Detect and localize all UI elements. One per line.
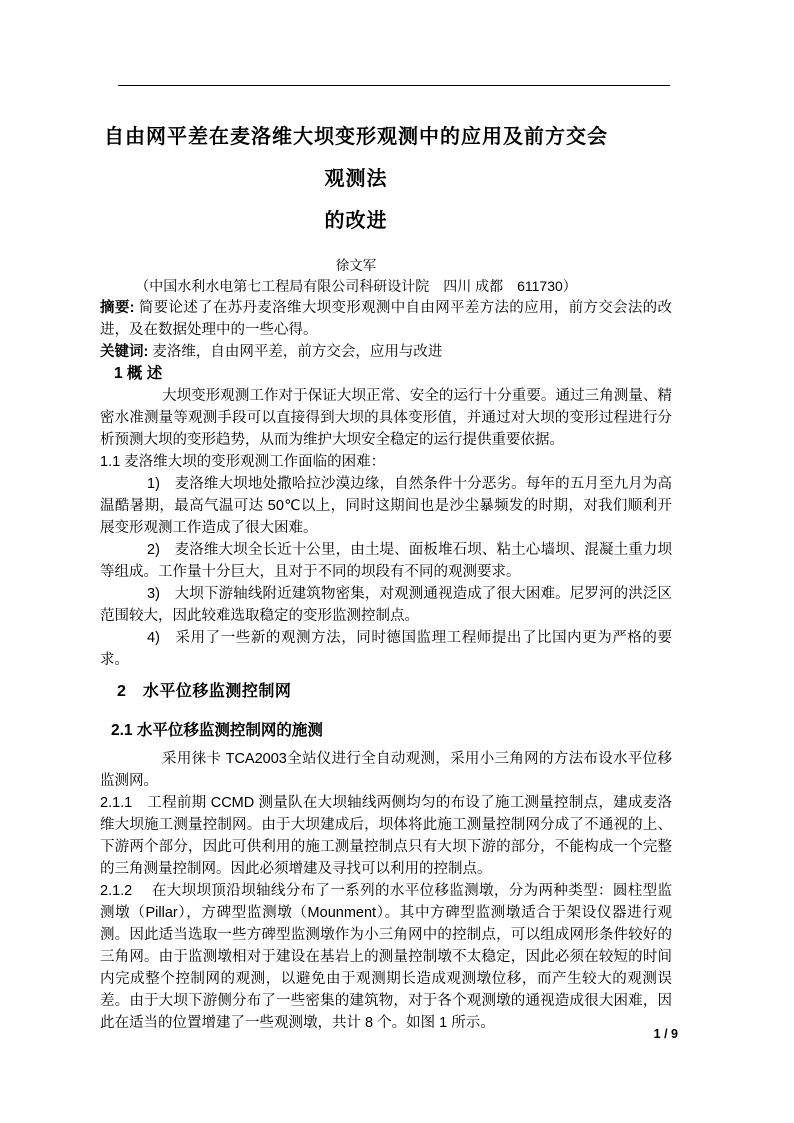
list-item: 1) 麦洛维大坝地处撒哈拉沙漠边缘，自然条件十分恶劣。每年的五月至九月为高温酷暑期，最高气温可达 50℃以上，同时这期间也是沙尘暴频发的时期，对我们顺利开展变形观测工作造成了很大困难。 bbox=[100, 476, 672, 536]
paragraph: 2.1.1 工程前期 CCMD 测量队在大坝轴线两侧均匀的布设了施工测量控制点，建成麦洛维大坝施工测量控制网。由于大坝建成后，坝体将此施工测量控制网分成了不通视的上、下游两个部分，因此可供利用的施工测量控制点只有大坝下游的部分，不能构成一个完整的三角测量控制网。因此必须增建及寻找可以利用的控制点。 bbox=[100, 795, 672, 877]
affiliation: （中国水利水电第七工程局有限公司科研设计院 四川 成都 611730） bbox=[135, 278, 577, 294]
keywords-text: 麦洛维，自由网平差，前方交会，应用与改进 bbox=[148, 344, 443, 360]
abstract bbox=[100, 297, 672, 341]
abstract-text: 简要论述了在苏丹麦洛维大坝变形观测中自由网平差方法的应用，前方交会法的改进，及在数据处理中的一些心得。 bbox=[100, 300, 672, 338]
paragraph: 采用徕卡 TCA2003全站仪进行全自动观测，采用小三角网的方法布设水平位移监测网。 bbox=[100, 751, 672, 789]
document-body bbox=[100, 0, 672, 1034]
paragraph: 2.1.2 在大坝坝顶沿坝轴线分布了一系列的水平位移监测墩，分为两种类型：圆柱型监测墩（Pillar），方碑型监测墩（Mounment）。其中方碑型监测墩适合于架设仪器进行观测。因此适当选取一些方碑型监测墩作为小三角网中的控制点，可以组成网形条件较好的三角网。由于监测墩相对于建设在基岩上的测量控制墩不太稳定，因此必须在较短的时间内完成整个控制网的观测，以避免由于观测期长造成观测墩位移，而产生较大的观测误差。由于大坝下游侧分布了一些密集的建筑物，对于各个观测墩的通视造成很大困难，因此在适当的位置增建了一些观测墩，共计 8 个。如图 1 所示。 bbox=[100, 883, 672, 1031]
list-item: 2) 麦洛维大坝全长近十公里，由土堤、面板堆石坝、粘土心墙坝、混凝土重力坝等组成。工作量十分巨大，且对于不同的坝段有不同的观测要求。 bbox=[100, 542, 672, 580]
keywords bbox=[100, 341, 672, 363]
body-blocks bbox=[100, 363, 672, 1034]
paper-title-line1: 自由网平差在麦洛维大坝变形观测中的应用及前方交会观测法 bbox=[104, 126, 608, 190]
page-number: 1 / 9 bbox=[653, 1027, 678, 1041]
section-heading-2: 2 水平位移监测控制网 bbox=[117, 683, 292, 700]
paragraph: 1.1 麦洛维大坝的变形观测工作面临的困难： bbox=[100, 454, 386, 470]
abstract-label: 摘要: bbox=[100, 300, 135, 316]
paper-title-line2: 的改进 bbox=[324, 210, 388, 232]
list-item: 3) 大坝下游轴线附近建筑物密集，对观测通视造成了很大困难。尼罗河的洪泛区范围较大，因此较难选取稳定的变形监测控制点。 bbox=[100, 586, 672, 624]
paper-title bbox=[100, 116, 612, 242]
author: 徐文军 bbox=[335, 258, 377, 273]
list-item: 4) 采用了一些新的观测方法，同时德国监理工程师提出了比国内更为严格的要求。 bbox=[100, 630, 672, 668]
subsection-heading-2-1: 2.1 水平位移监测控制网的施测 bbox=[111, 722, 323, 739]
keywords-label: 关键词: bbox=[100, 344, 149, 360]
paragraph: 大坝变形观测工作对于保证大坝正常、安全的运行十分重要。通过三角测量、精密水准测量等观测手段可以直接得到大坝的具体变形值，并通过对大坝的变形过程进行分析预测大坝的变形趋势，从而为维护大坝安全稳定的运行提供重要依据。 bbox=[100, 388, 672, 448]
section-heading-1: 1 概 述 bbox=[114, 365, 163, 382]
